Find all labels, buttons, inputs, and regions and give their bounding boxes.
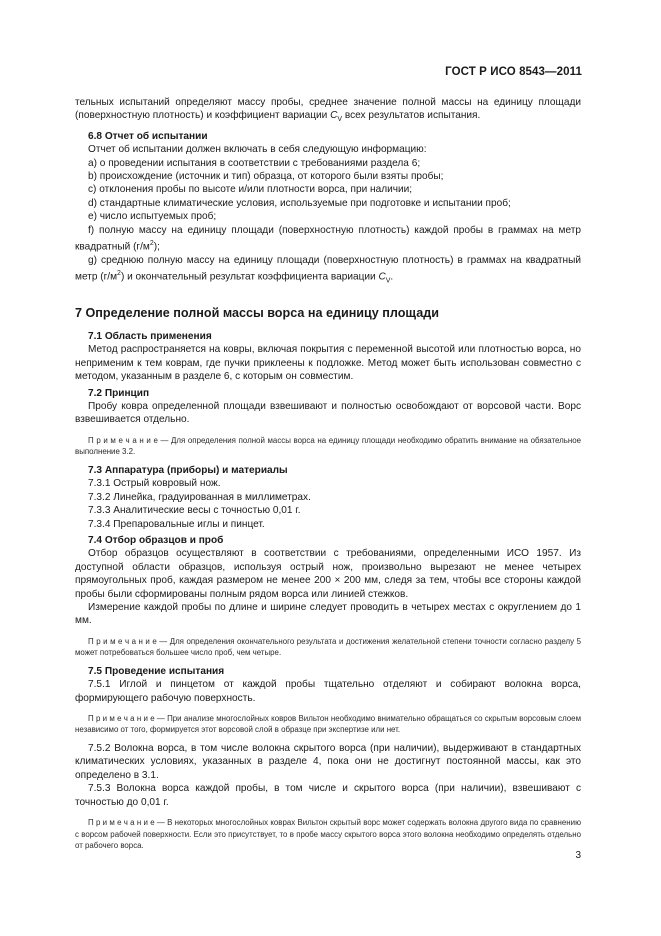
section-7-4-text-2: Измерение каждой пробы по длине и ширине следует проводить в четырех местах с округлением до 1 мм. xyxy=(75,601,581,627)
page-number: 3 xyxy=(575,850,581,861)
section-7-4-note xyxy=(75,636,581,659)
section-7-5-1: 7.5.1 Иглой и пинцетом от каждой пробы тщательно отделяют и собирают волокна ворса, формирующего рабочую поверхность. xyxy=(75,679,581,704)
apparatus-item-1: 7.3.1 Острый ковровый нож. xyxy=(88,478,221,490)
note-label: П р и м е ч а н и е xyxy=(88,435,158,445)
section-7-2-text: Пробу ковра определенной площади взвешивают и полностью освобождают от ворсовой части. Ворс взвешивается отдельно. xyxy=(75,401,581,426)
intro-text-end: всех результатов испытания. xyxy=(342,110,481,122)
section-7-3-title: 7.3 Аппаратура (приборы) и материалы xyxy=(88,464,288,476)
report-item-e: e) число испытуемых проб; xyxy=(88,211,217,223)
section-7-5-2: 7.5.2 Волокна ворса, в том числе волокна скрытого ворса (при наличии), выдерживают в стандартных климатических условиях, указанных в разделе 4, пока они не достигнут постоянной массы, как это определено в 3.1. xyxy=(75,742,581,781)
note-text: — При анализе многослойных ковров Вильтон необходимо внимательно обращаться со скрытым ворсовым слоем независимо от того, формируется этот ворсовой слой в образце при экспертизе или нет. xyxy=(75,713,581,735)
item-f-sup: 2 xyxy=(149,240,154,248)
section-7-4-text-1: Отбор образцов осуществляют в соответствии с требованиями, определенными ИСО 1957. Из доступной области образцов, используя острый нож, произвольно вырезают не менее четырех прямоугольных проб, каждая размером не менее 200 × 200 мм, следя за тем, чтобы все стороны каждой пробы были сформированы полным рядом ворса или линией стежков. xyxy=(75,548,581,600)
section-7-4-title: 7.4 Отбор образцов и проб xyxy=(88,534,224,546)
apparatus-item-3: 7.3.3 Аналитические весы с точностью 0,01 г. xyxy=(88,505,301,517)
apparatus-item-4: 7.3.4 Препаровальные иглы и пинцет. xyxy=(88,518,265,530)
note-text: — В некоторых многослойных коврах Вильтон скрытый ворс может содержать волокна другого вида по сравнению с ворсом рабочей поверхности. Если это присутствует, то в пробе массу скрытого ворса этого волокна необходимо определять отдельно от рабочего ворса. xyxy=(75,818,581,850)
item-f-end: ); xyxy=(153,241,160,253)
section-7-5-note-2 xyxy=(75,817,581,852)
item-g-cv: C xyxy=(378,271,386,283)
item-f-text: f) полную массу на единицу площади (поверхностную плотность) каждой пробы в граммах на метр квадратный (г/м xyxy=(75,224,581,253)
section-7-5-note-1 xyxy=(75,713,581,736)
intro-paragraph xyxy=(75,96,581,127)
note-text: — Для определения окончательного результата и достижения желательной степени точности согласно разделу 5 может потребоваться большее число проб, чем четыре. xyxy=(75,636,581,658)
document-code-header: ГОСТ Р ИСО 8543—2011 xyxy=(445,66,582,78)
report-item-a: а) о проведении испытания в соответствии с требованиями раздела 6; xyxy=(88,157,421,169)
item-g-sup: 2 xyxy=(117,270,121,278)
section-7-1-title: 7.1 Область применения xyxy=(88,331,212,343)
cv-subscript: V xyxy=(337,116,343,124)
apparatus-item-2: 7.3.2 Линейка, градуированная в миллиметрах. xyxy=(88,491,311,503)
intro-text: тельных испытаний определяют массу пробы, среднее значение полной массы на единицу площади (поверхностную плотность) и коэффициент вариации xyxy=(75,97,581,122)
page-content xyxy=(75,96,581,858)
report-item-c: c) отклонения пробы по высоте и/или плотности ворса, при наличии; xyxy=(88,184,413,196)
item-g-mid: ) и окончательный результат коэффициента вариации xyxy=(120,271,379,283)
note-label: П р и м е ч а н и е xyxy=(88,713,155,723)
note-label: П р и м е ч а н и е xyxy=(88,636,157,646)
section-7-1-text: Метод распространяется на ковры, включая покрытия с переменной высотой или плотностью ворса, но неприменим к тем коврам, где пучки приклеены к подложке. Метод может быть использован совместно с методом, указанным в разделе 6, с которым он совместим. xyxy=(75,344,581,383)
report-item-d: d) стандартные климатические условия, используемые при подготовке и испытании проб; xyxy=(88,197,511,209)
section-7-title: 7 Определение полной массы ворса на единицу площади xyxy=(75,306,439,321)
item-g-sub: V xyxy=(385,277,391,285)
item-g-end: . xyxy=(390,271,394,283)
note-label: П р и м е ч а н и е xyxy=(88,818,155,827)
cv-symbol: C xyxy=(330,110,338,122)
section-7-5-title: 7.5 Проведение испытания xyxy=(88,665,225,677)
report-item-b: b) происхождение (источник и тип) образца, от которого были взяты пробы; xyxy=(88,171,444,183)
section-7-5-3: 7.5.3 Волокна ворса каждой пробы, в том числе и скрытого ворса (при наличии), взвешивают с точностью до 0,01 г. xyxy=(75,783,581,808)
section-6-8-lead: Отчет об испытании должен включать в себя следующую информацию: xyxy=(88,144,427,156)
note-text: — Для определения полной массы ворса на единицу площади необходимо обратить внимание на обязательное выполнение 3.2. xyxy=(75,435,581,457)
section-6-8-title: 6.8 Отчет об испытании xyxy=(88,130,208,142)
section-7-2-note xyxy=(75,435,581,458)
section-7-2-title: 7.2 Принцип xyxy=(88,387,150,399)
report-item-f xyxy=(75,224,581,254)
item-g-text: g) среднюю полную массу на единицу площади (поверхностную плотность) в граммах на квадратный метр (г/м xyxy=(75,254,581,283)
report-item-g xyxy=(75,254,581,288)
